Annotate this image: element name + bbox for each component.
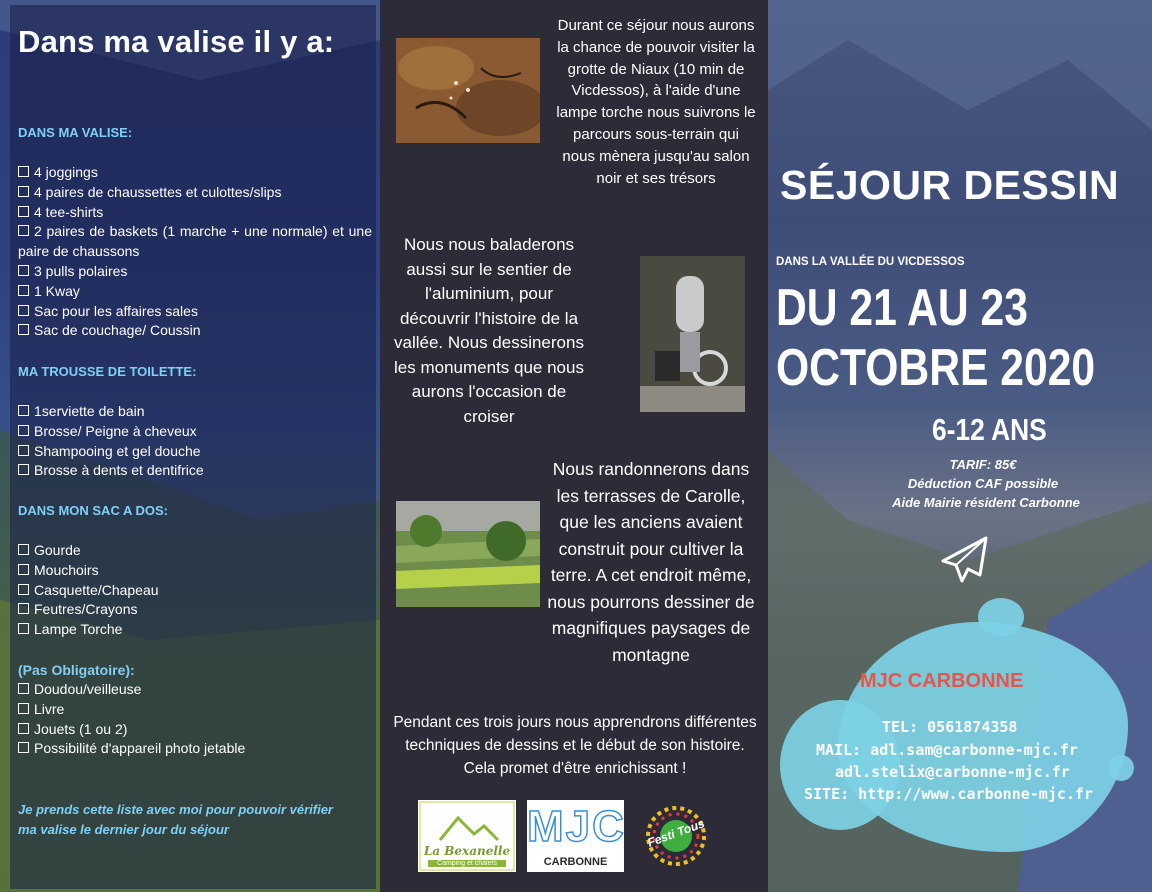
list-item: Doudou/veilleuse xyxy=(18,680,372,700)
email-1: MAIL: adl.sam@carbonne-mjc.fr xyxy=(816,741,1078,759)
checkbox-icon xyxy=(18,206,29,217)
checkbox-icon xyxy=(18,186,29,197)
cover-panel xyxy=(768,0,1152,892)
sac-list xyxy=(18,541,372,640)
list-item: Livre xyxy=(18,700,372,720)
checkbox-icon xyxy=(18,703,29,714)
optional-list xyxy=(18,680,372,759)
checkbox-icon xyxy=(18,544,29,555)
list-item: Shampooing et gel douche xyxy=(18,442,372,462)
festi-tous-logo: Festi Tous xyxy=(638,800,718,872)
email-2: adl.stelix@carbonne-mjc.fr xyxy=(835,763,1070,781)
checkbox-icon xyxy=(18,305,29,316)
age-range: 6-12 ANS xyxy=(932,412,1047,447)
paper-plane-icon xyxy=(940,535,990,585)
list-item: Jouets (1 ou 2) xyxy=(18,720,372,740)
list-item: 4 paires de chaussettes et culottes/slips xyxy=(18,183,372,203)
website: SITE: http://www.carbonne-mjc.fr xyxy=(804,785,1093,803)
date-line-1: DU 21 AU 23 xyxy=(776,279,1028,337)
sejour-title: SÉJOUR DESSIN xyxy=(780,162,1120,208)
sac-heading: DANS MON SAC A DOS: xyxy=(18,503,168,518)
checkbox-icon xyxy=(18,584,29,595)
mjc-carbonne-title: MJC CARBONNE xyxy=(860,670,1024,692)
checkbox-icon xyxy=(18,405,29,416)
valise-list xyxy=(18,163,372,341)
list-item: Sac de couchage/ Coussin xyxy=(18,321,372,341)
terraces-photo xyxy=(396,501,540,607)
packing-list-panel xyxy=(0,0,380,892)
list-item: Mouchoirs xyxy=(18,561,372,581)
phone-number: TEL: 0561874358 xyxy=(882,718,1018,736)
reminder-note: Je prends cette liste avec moi pour pouvoir vérifier ma valise le dernier jour du séjour xyxy=(18,802,333,837)
list-item: Brosse à dents et dentifrice xyxy=(18,461,372,481)
list-item: 1serviette de bain xyxy=(18,402,372,422)
checkbox-icon xyxy=(18,683,29,694)
list-item: Casquette/Chapeau xyxy=(18,581,372,601)
paragraph-terrasses: Nous randonnerons dans les terrasses de Carolle, que les anciens avaient construit pour cultiver la terre. A cet endroit même, nous pourrons dessiner de magnifiques paysages de montagne xyxy=(547,459,755,665)
list-item: Sac pour les affaires sales xyxy=(18,302,372,322)
valise-heading: DANS MA VALISE: xyxy=(18,125,133,140)
valley-subtitle: DANS LA VALLÉE DU VICDESSOS xyxy=(776,256,965,268)
checkbox-icon xyxy=(18,166,29,177)
paragraph-grotte: Durant ce séjour nous aurons la chance de pouvoir visiter la grotte de Niaux (10 min de Vicdessos), à l'aide d'une lampe torche nous suivrons le parcours sous-terrain qui nous mènera jusqu'au salon noir et ses trésors xyxy=(556,17,756,187)
list-item: 3 pulls polaires xyxy=(18,262,372,282)
checkbox-icon xyxy=(18,742,29,753)
decor-dot xyxy=(1108,755,1134,781)
paragraph-aluminium: Nous nous baladerons aussi sur le sentier de l'aluminium, pour découvrir l'histoire de la vallée. Nous dessinerons les monuments que nous aurons l'occasion de croiser xyxy=(394,235,584,426)
paragraph-techniques: Pendant ces trois jours nous apprendrons différentes techniques de dessins et le début de son histoire. Cela promet d'être enrichissant ! xyxy=(393,714,757,777)
cave-photo xyxy=(396,38,540,143)
tarif: TARIF: 85€ xyxy=(949,457,1017,472)
list-item: Feutres/Crayons xyxy=(18,600,372,620)
activities-panel xyxy=(380,0,768,892)
date-line-2: OCTOBRE 2020 xyxy=(776,339,1096,397)
checkbox-icon xyxy=(18,265,29,276)
sculpture-photo xyxy=(640,256,745,412)
list-item: 1 Kway xyxy=(18,282,372,302)
list-item: 4 joggings xyxy=(18,163,372,183)
checkbox-icon xyxy=(18,623,29,634)
checkbox-icon xyxy=(18,285,29,296)
mairie-aid: Aide Mairie résident Carbonne xyxy=(892,495,1080,510)
mjc-carbonne-logo: MJC CARBONNE xyxy=(527,800,624,872)
bexanelle-logo: La Bexanelle Camping et chalets xyxy=(418,800,516,872)
caf-deduction: Déduction CAF possible xyxy=(907,476,1059,491)
checkbox-icon xyxy=(18,464,29,475)
checkbox-icon xyxy=(18,564,29,575)
trousse-list xyxy=(18,402,372,481)
checkbox-icon xyxy=(18,324,29,335)
checkbox-icon xyxy=(18,445,29,456)
trousse-heading: MA TROUSSE DE TOILETTE: xyxy=(18,364,197,379)
list-item: Possibilité d'appareil photo jetable xyxy=(18,739,372,759)
packing-title: Dans ma valise il y a: xyxy=(18,24,335,59)
checkbox-icon xyxy=(18,603,29,614)
checkbox-icon xyxy=(18,225,29,236)
optional-heading: (Pas Obligatoire): xyxy=(18,662,135,678)
list-item: 2 paires de baskets (1 marche + une normale) et une paire de chaussons xyxy=(18,223,372,260)
list-item: 4 tee-shirts xyxy=(18,203,372,223)
checkbox-icon xyxy=(18,723,29,734)
list-item: Brosse/ Peigne à cheveux xyxy=(18,422,372,442)
checkbox-icon xyxy=(18,425,29,436)
list-item: Gourde xyxy=(18,541,372,561)
list-item: Lampe Torche xyxy=(18,620,372,640)
